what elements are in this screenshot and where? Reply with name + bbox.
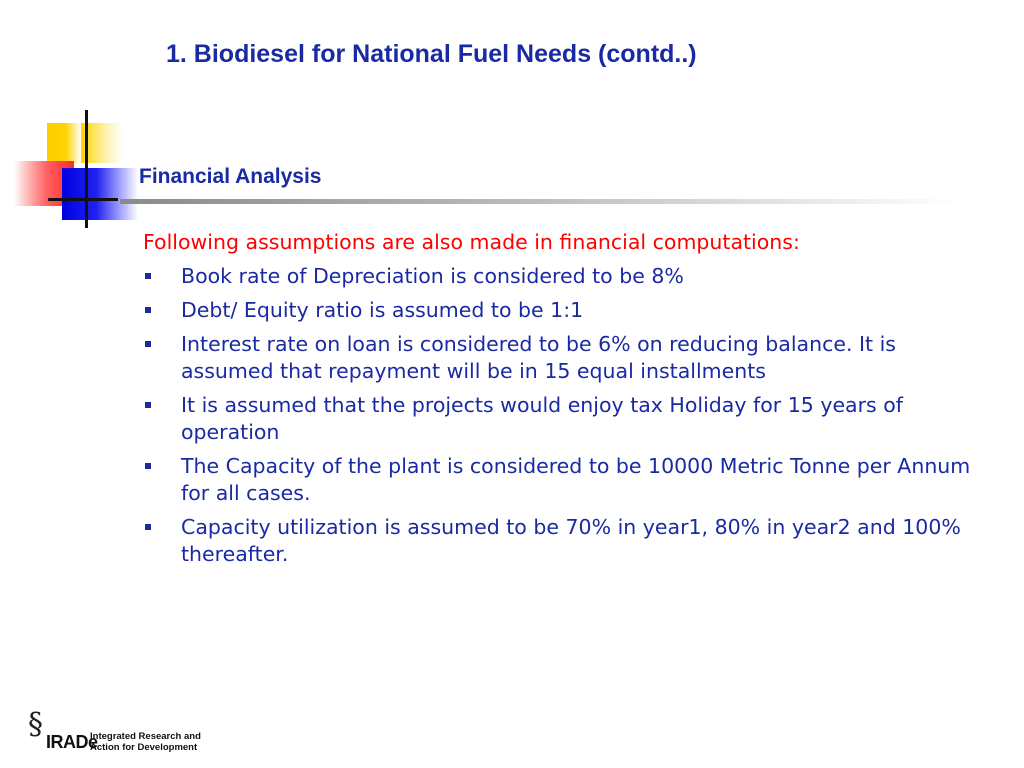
subtitle-underline [120,199,960,204]
bullet-text: Capacity utilization is assumed to be 70% in year1, 80% in year2 and 100% thereafter. [181,515,961,566]
square-bullet-icon [145,524,151,530]
square-bullet-icon [145,463,151,469]
logo-name: IRADe [46,732,98,752]
bullet-list [143,263,973,568]
logo-swirl-icon: § [28,707,43,742]
logo-tagline [90,731,201,753]
square-bullet-icon [145,307,151,313]
square-bullet-icon [145,341,151,347]
logo-tagline-line1: Integrated Research and [90,731,201,742]
bullet-item [143,263,973,290]
bullet-text: Interest rate on loan is considered to be 6% on reducing balance. It is assumed that repayment will be in 15 equal installments [181,332,896,383]
slide-body [143,228,973,575]
lead-text: Following assumptions are also made in financial computations: [143,230,800,254]
bullet-text: Book rate of Depreciation is considered to be 8% [181,264,684,288]
square-bullet-icon [145,273,151,279]
decorative-squares [0,0,140,240]
bullet-text: It is assumed that the projects would enjoy tax Holiday for 15 years of operation [181,393,904,444]
bullet-item [143,453,973,507]
yellow-square [47,123,81,163]
bullet-item [143,514,973,568]
bullet-item [143,392,973,446]
irade-logo [28,707,228,760]
logo-tagline-line2: Action for Development [90,742,198,753]
blue-square [62,168,138,220]
section-subtitle: Financial Analysis [139,165,322,188]
slide-title: 1. Biodiesel for National Fuel Needs (contd..) [166,40,697,68]
bullet-text: The Capacity of the plant is considered to be 10000 Metric Tonne per Annum for all cases. [181,454,971,505]
square-bullet-icon [145,402,151,408]
bullet-item [143,297,973,324]
bullet-item [143,331,973,385]
bullet-text: Debt/ Equity ratio is assumed to be 1:1 [181,298,584,322]
horizontal-rule [48,198,118,201]
vertical-rule [85,110,88,228]
